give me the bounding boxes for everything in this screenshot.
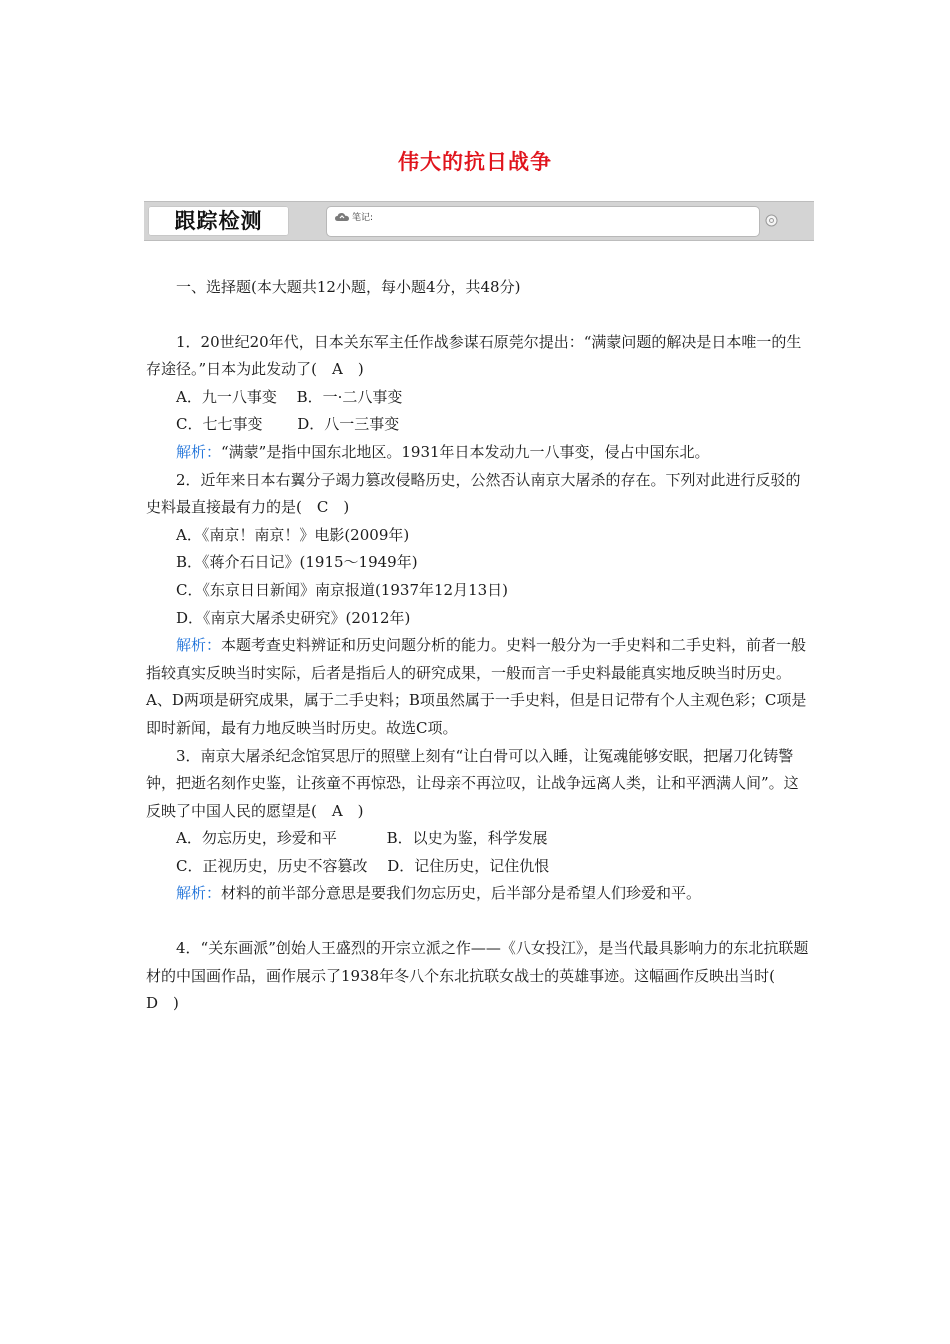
question-analysis: [146, 880, 810, 908]
tracking-banner: [144, 201, 814, 241]
question-option: A．勿忘历史，珍爱和平 B．以史为鉴，科学发展: [176, 829, 548, 848]
question-option: C．《东京日日新闻》南京报道(1937年12月13日): [176, 580, 509, 599]
analysis-label: 解析：: [176, 884, 222, 903]
question-option: A．《南京！南京！》电影(2009年): [176, 525, 410, 544]
section-heading: 一、选择题(本大题共12小题，每小题4分，共48分): [176, 278, 521, 296]
analysis-label: 解析：: [176, 442, 222, 461]
question-stem: 4．“关东画派”创始人王盛烈的开宗立派之作——《八女投江》，是当代最具影响力的东北抗联题材的中国画作品，画作展示了1938年冬八个东北抗联女战士的英雄事迹。这幅画作反映出当时( D ): [146, 939, 809, 1013]
settings-icon[interactable]: [765, 214, 778, 227]
analysis-text: 本题考查史料辨证和历史问题分析的能力。史料一般分为一手史料和二手史料，前者一般指较真实反映当时实际，后者是指后人的研究成果，一般而言一手史料最能真实地反映当时历史。A、D两项是研究成果，属于二手史料；B项虽然属于一手史料，但是日记带有个人主观色彩；C项是即时新闻，最有力地反映当时历史。故选C项。: [146, 636, 807, 737]
cloud-icon: [334, 211, 350, 223]
document-body: [146, 274, 810, 1018]
question-option: C．正视历史，历史不容篡改 D．记住历史，记住仇恨: [176, 856, 550, 875]
page-title: 伟大的抗日战争: [398, 150, 552, 174]
analysis-label: 解析：: [176, 636, 222, 655]
question-analysis: [146, 439, 810, 467]
banner-label: 跟踪检测: [148, 206, 289, 236]
question-option: B．《蒋介石日记》(1915～1949年): [176, 553, 418, 572]
question-option: A．九一八事变 B．一·二八事变: [176, 387, 403, 406]
question-stem: 1．20世纪20年代，日本关东军主任作战参谋石原莞尔提出：“满蒙问题的解决是日本唯一的生存途径。”日本为此发动了( A ): [146, 332, 802, 379]
analysis-text: 材料的前半部分意思是要我们勿忘历史，后半部分是希望人们珍爱和平。: [221, 884, 702, 903]
note-input-box[interactable]: [326, 206, 760, 237]
question-option: C．七七事变 D．八一三事变: [176, 415, 400, 434]
question-analysis: [146, 632, 810, 742]
question-option: D．《南京大屠杀史研究》(2012年): [176, 608, 411, 627]
note-label: 笔记:: [352, 213, 374, 223]
question-stem: 2．近年来日本右翼分子竭力篡改侵略历史，公然否认南京大屠杀的存在。下列对此进行反驳的史料最直接最有力的是( C ): [146, 470, 801, 517]
analysis-text: “满蒙”是指中国东北地区。1931年日本发动九一八事变，侵占中国东北。: [221, 442, 710, 461]
question-stem: 3．南京大屠杀纪念馆冥思厅的照壁上刻有“让白骨可以入睡，让冤魂能够安眠，把屠刀化铸警钟，把逝名刻作史鉴，让孩童不再惊恐，让母亲不再泣叹，让战争远离人类，让和平洒满人间”。这反映了中国人民的愿望是( A ): [146, 746, 799, 820]
